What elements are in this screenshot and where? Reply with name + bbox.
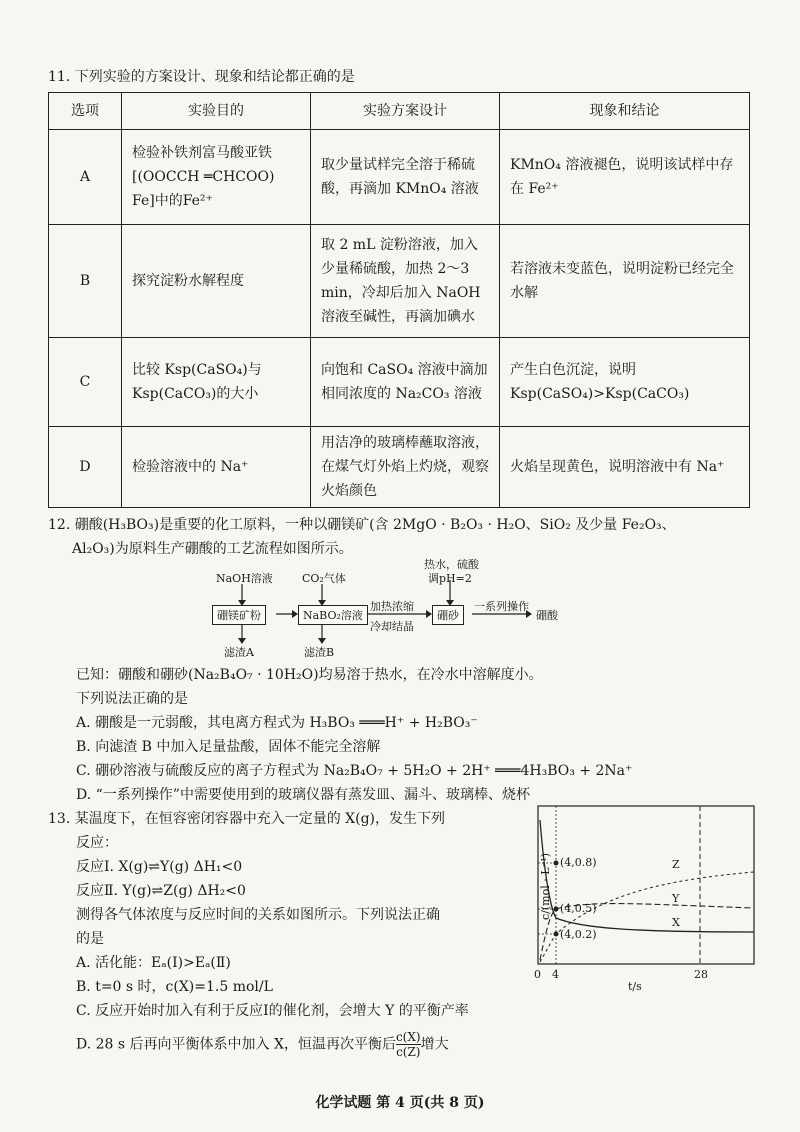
q12-option-c: C. 硼砂溶液与硫酸反应的离子方程式为 Na₂B₄O₇ + 5H₂O + 2H⁺ ═══4H₃BO₃ + 2Na⁺ [76,763,633,779]
table-row [49,225,750,338]
row-purpose: 探究淀粉水解程度 [122,225,311,338]
input-co2: CO₂气体 [302,572,346,585]
point-1 [554,861,559,866]
curve-z [540,872,754,962]
q13-stem-4: 的是 [76,931,104,947]
residue-a: 滤渣A [224,646,254,659]
curve-x [540,820,754,932]
table-header-row [49,93,750,130]
row-design: 取 2 mL 淀粉溶液，加入少量稀硫酸，加热 2～3 min，冷却后加入 NaOH 溶液至碱性，再滴加碘水 [311,225,500,338]
q13-option-d-pre: D. 28 s 后再向平衡体系中加入 X，恒温再次平衡后 [76,1036,396,1053]
header-result: 现象和结论 [500,93,750,130]
box-ore: 硼镁矿粉 [212,605,266,625]
row-option: C [49,338,122,427]
q13-option-d [76,1030,449,1059]
row-design: 向饱和 CaSO₄ 溶液中滴加相同浓度的 Na₂CO₃ 溶液 [311,338,500,427]
residue-b: 滤渣B [304,646,335,659]
point-label-3: (4,0.2) [560,928,597,941]
input-ph: 调pH=2 [428,572,472,585]
q13-option-d-post: 增大 [420,1036,449,1053]
input-naoh: NaOH溶液 [216,572,273,585]
x-tick-0: 0 [534,968,541,981]
point-label-2: (4,0.5) [560,902,597,915]
x-axis-label: t/s [628,980,642,993]
row-option: D [49,427,122,508]
q12-stem-1: 12. 硼酸(H₃BO₃)是重要的化工原料，一种以硼镁矿(含 2MgO · B₂O₃ · H₂O、SiO₂ 及少量 Fe₂O₃、 [48,517,676,533]
row-result: 火焰呈现黄色，说明溶液中有 Na⁺ [500,427,750,508]
point-label-1: (4,0.8) [560,856,597,869]
header-option: 选项 [49,93,122,130]
q13-stem-1: 13. 某温度下，在恒容密闭容器中充入一定量的 X(g)，发生下列 [48,811,446,827]
process-flowchart [210,560,590,660]
concentration-time-graph [520,800,760,1030]
box-borax: 硼砂 [432,605,464,625]
step-crystallize: 冷却结晶 [370,620,414,633]
row-purpose: 检验溶液中的 Na⁺ [122,427,311,508]
point-3 [554,932,559,937]
box-nabo2: NaBO₂溶液 [298,605,368,625]
ratio-denominator: c(Z) [396,1045,421,1059]
input-hot-water: 热水，硫酸 [424,558,479,571]
q13-reaction-2: 反应Ⅱ. Y(g)⇌Z(g) ΔH₂<0 [76,883,246,899]
curve-label-z: Z [672,858,680,871]
row-design: 取少量试样完全溶于稀硫酸，再滴加 KMnO₄ 溶液 [311,130,500,225]
table-row [49,130,750,225]
header-purpose: 实验目的 [122,93,311,130]
row-option: A [49,130,122,225]
step-operations: 一系列操作 [474,600,529,613]
q13-option-c: C. 反应开始时加入有利于反应Ⅰ的催化剂，会增大 Y 的平衡产率 [76,1003,469,1019]
q11-stem: 11. 下列实验的方案设计、现象和结论都正确的是 [48,69,355,85]
q13-stem-2: 反应： [76,835,118,851]
row-result: KMnO₄ 溶液褪色，说明该试样中存在 Fe²⁺ [500,130,750,225]
x-tick-4: 4 [552,968,559,981]
q13-option-a: A. 活化能：Eₐ(Ⅰ)>Eₐ(Ⅱ) [76,955,231,971]
q12-option-b: B. 向滤渣 B 中加入足量盐酸，固体不能完全溶解 [76,739,381,755]
curve-label-y: Y [672,892,680,905]
row-option: B [49,225,122,338]
x-tick-28: 28 [694,968,708,981]
q12-ask: 下列说法正确的是 [76,691,188,707]
step-concentrate: 加热浓缩 [370,600,414,613]
q12-option-a: A. 硼酸是一元弱酸，其电离方程式为 H₃BO₃ ═══H⁺ + H₂BO₃⁻ [76,715,478,731]
curve-label-x: X [672,916,680,929]
q12-known: 已知：硼酸和硼砂(Na₂B₄O₇ · 10H₂O)均易溶于热水，在冷水中溶解度小。 [76,667,543,683]
header-design: 实验方案设计 [311,93,500,130]
q13-option-b: B. t=0 s 时，c(X)=1.5 mol/L [76,979,273,995]
row-result: 产生白色沉淀，说明 Ksp(CaSO₄)>Ksp(CaCO₃) [500,338,750,427]
concentration-ratio [396,1030,421,1059]
row-purpose: 比较 Ksp(CaSO₄)与 Ksp(CaCO₃)的大小 [122,338,311,427]
table-row [49,338,750,427]
q13-reaction-1: 反应Ⅰ. X(g)⇌Y(g) ΔH₁<0 [76,859,243,875]
page-footer: 化学试题 第 4 页(共 8 页) [315,1095,485,1111]
q13-stem-3: 测得各气体浓度与反应时间的关系如图所示。下列说法正确 [76,907,440,923]
table-row [49,427,750,508]
point-2 [554,907,559,912]
y-axis-label: c/(mol · L⁻¹) [539,852,553,921]
row-result: 若溶液未变蓝色，说明淀粉已经完全水解 [500,225,750,338]
ratio-numerator: c(X) [395,1030,421,1044]
q11-table [48,92,750,508]
row-purpose: 检验补铁剂富马酸亚铁[(OOCCH ═CHCOO) Fe]中的Fe²⁺ [122,130,311,225]
q12-option-d: D. “一系列操作”中需要使用到的玻璃仪器有蒸发皿、漏斗、玻璃棒、烧杯 [76,787,530,803]
graph-canvas [520,800,760,1030]
product-boric-acid: 硼酸 [536,609,558,622]
q12-stem-2: Al₂O₃)为原料生产硼酸的工艺流程如图所示。 [72,541,353,557]
row-design: 用洁净的玻璃棒蘸取溶液，在煤气灯外焰上灼烧，观察火焰颜色 [311,427,500,508]
